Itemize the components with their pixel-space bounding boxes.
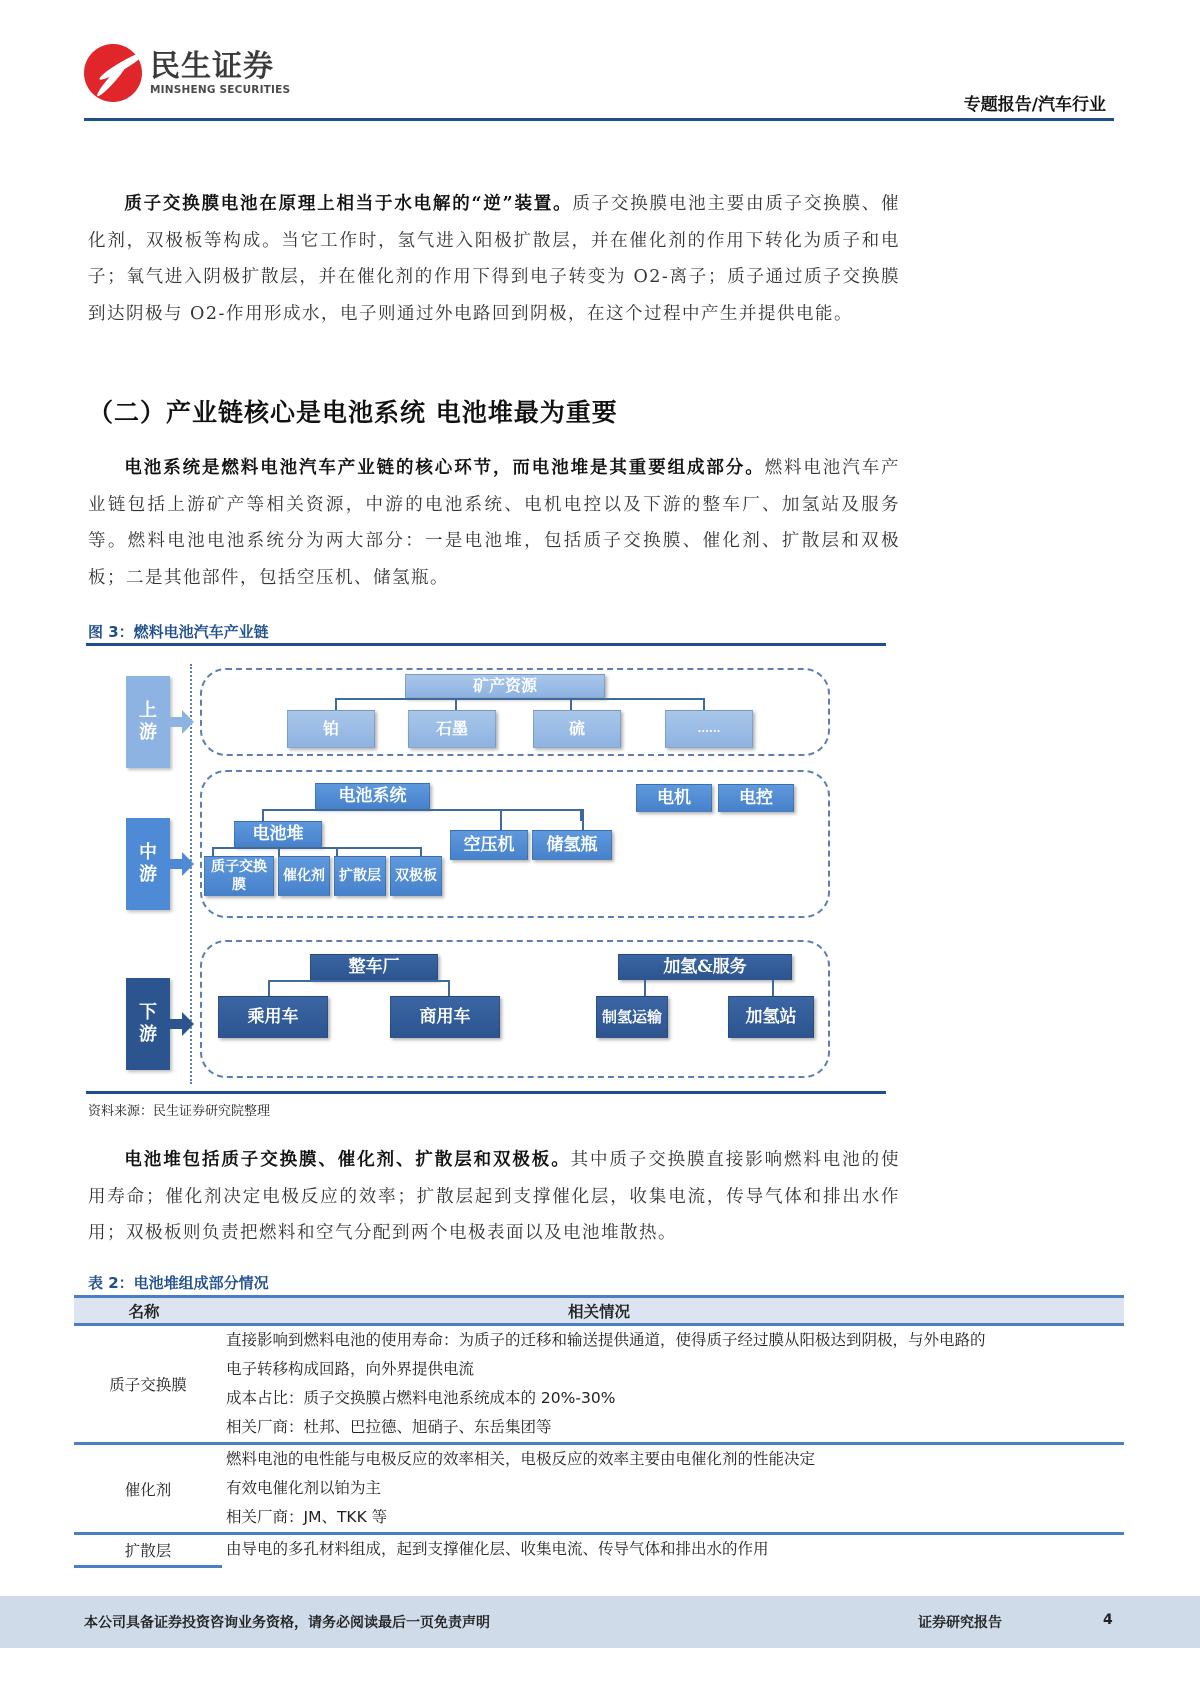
footer-disclaimer: 本公司具备证券投资咨询业务资格，请务必阅读最后一页免责声明 (84, 1615, 490, 1631)
paragraph-industry-chain (88, 450, 900, 596)
table-row (74, 1535, 1124, 1564)
column-header-name: 名称 (128, 1302, 160, 1321)
node-air-compressor: 空压机 (450, 830, 528, 860)
cell-details (222, 1326, 1124, 1442)
node-mineral-resources: 矿产资源 (405, 674, 605, 698)
paragraph-lead: 质子交换膜电池在原理上相当于水电解的“逆”装置。 (124, 194, 573, 214)
node-diffusion-layer: 扩散层 (334, 856, 386, 896)
report-category: 专题报告/汽车行业 (963, 95, 1106, 115)
node-passenger-car: 乘用车 (218, 996, 328, 1038)
node-hydrogen-production: 制氢运输 (596, 996, 668, 1038)
paragraph-body: 质子交换膜电池主要由质子交换膜、催化剂，双极板等构成。当它工作时，氢气进入阳极扩散层，并在催化剂的作用下转化为质子和电子；氧气进入阴极扩散层，并在催化剂的作用下得到电子转变为 O2-离子；质子通过质子交换膜到达阴极与 O2-作用形成水，电子则通过外电路回到阴极，在这个过程中产生并提供电能。 (88, 194, 901, 324)
footer-doc-type: 证券研究报告 (918, 1615, 1002, 1631)
node-hydrogen-station: 加氢站 (728, 996, 814, 1038)
table-header (74, 1295, 1124, 1326)
logo-english-name: MINSHENG SECURITIES (150, 84, 291, 96)
table-bottom-rule (74, 1565, 222, 1568)
cell-details (222, 1445, 1124, 1532)
paragraph-pem-principle (88, 186, 900, 332)
detail-line: 相关厂商：杜邦、巴拉德、旭硝子、东岳集团等 (226, 1418, 552, 1436)
detail-line: 由导电的多孔材料组成，起到支撑催化层、收集电流、传导气体和排出水的作用 (226, 1540, 769, 1558)
cell-details (222, 1535, 1124, 1564)
node-sulfur: 硫 (533, 710, 621, 748)
section-title: （二）产业链核心是电池系统 电池堆最为重要 (88, 398, 618, 427)
connector (262, 809, 582, 821)
stage-downstream (126, 978, 170, 1070)
column-header-details: 相关情况 (567, 1302, 630, 1321)
paragraph-lead: 电池系统是燃料电池汽车产业链的核心环节，而电池堆是其重要组成部分。 (124, 458, 765, 478)
table-caption: 表 2：电池堆组成部分情况 (88, 1274, 269, 1292)
figure-caption: 图 3：燃料电池汽车产业链 (88, 623, 269, 641)
paragraph-body: 其中质子交换膜直接影响燃料电池的使用寿命；催化剂决定电极反应的效率；扩散层起到支撑催化层，收集电流，传导气体和排出水作用；双极板则负责把燃料和空气分配到两个电极表面以及电池堆散热。 (88, 1150, 901, 1243)
page-header (84, 40, 1114, 122)
node-graphite: 石墨 (408, 710, 496, 748)
node-commercial-vehicle: 商用车 (390, 996, 500, 1038)
detail-line: 燃料电池的电性能与电极反应的效率相关，电极反应的效率主要由电催化剂的性能决定 (226, 1450, 816, 1468)
paragraph-body: 燃料电池汽车产业链包括上游矿产等相关资源，中游的电池系统、电机电控以及下游的整车厂、加氢站及服务等。燃料电池电池系统分为两大部分：一是电池堆，包括质子交换膜、催化剂、扩散层和双极板；二是其他部件，包括空压机、储氢瓶。 (88, 458, 901, 588)
node-hydrogen-service: 加氢&服务 (618, 954, 792, 980)
node-battery-system: 电池系统 (315, 783, 430, 809)
node-fuel-cell-stack: 电池堆 (234, 821, 322, 847)
stage-label: 中游 (139, 842, 157, 885)
figure-top-divider (86, 643, 886, 646)
industry-chain-diagram (120, 658, 840, 1083)
node-bipolar-plate: 双极板 (390, 856, 442, 896)
company-logo (84, 44, 290, 102)
table-row (74, 1326, 1124, 1445)
stage-label: 上游 (139, 700, 157, 743)
arrow-right-icon (182, 852, 194, 876)
cell-name: 质子交换膜 (109, 1376, 187, 1394)
stage-label: 下游 (139, 1002, 157, 1045)
logo-mark-icon (84, 44, 142, 102)
node-platinum: 铂 (287, 710, 375, 748)
cell-name: 催化剂 (124, 1480, 172, 1499)
header-divider (84, 118, 1114, 121)
paragraph-stack-components (88, 1142, 900, 1252)
node-controller: 电控 (718, 784, 794, 812)
node-catalyst: 催化剂 (278, 856, 330, 896)
arrow-right-icon (182, 1012, 194, 1036)
figure-source: 资料来源：民生证券研究院整理 (88, 1104, 271, 1119)
page-number: 4 (1103, 1612, 1113, 1628)
cell-name: 扩散层 (124, 1541, 172, 1560)
detail-line: 直接影响到燃料电池的使用寿命：为质子的迁移和输送提供通道，使得质子经过膜从阳极达到阴极，与外电路的 (226, 1331, 986, 1349)
logo-chinese-name: 民生证券 (150, 49, 274, 84)
connector (335, 698, 705, 712)
detail-line: 相关厂商：JM、TKK 等 (226, 1508, 388, 1526)
detail-line: 成本占比：质子交换膜占燃料电池系统成本的 20%-30% (226, 1389, 616, 1407)
detail-line: 有效电催化剂以铂为主 (226, 1479, 382, 1497)
figure-bottom-divider (86, 1091, 886, 1094)
stage-upstream (126, 676, 170, 768)
node-hydrogen-tank: 储氢瓶 (532, 830, 612, 860)
detail-line: 电子转移构成回路，向外界提供电流 (226, 1360, 475, 1378)
stack-components-table (74, 1295, 1124, 1564)
node-more: ...... (665, 710, 753, 748)
table-row (74, 1445, 1124, 1535)
arrow-right-icon (182, 710, 194, 734)
node-oem: 整车厂 (310, 954, 438, 980)
stage-midstream (126, 818, 170, 910)
paragraph-lead: 电池堆包括质子交换膜、催化剂、扩散层和双极板。 (124, 1150, 571, 1170)
page-footer (0, 1596, 1200, 1648)
node-motor: 电机 (636, 784, 712, 812)
node-pem: 质子交换膜 (204, 856, 274, 896)
